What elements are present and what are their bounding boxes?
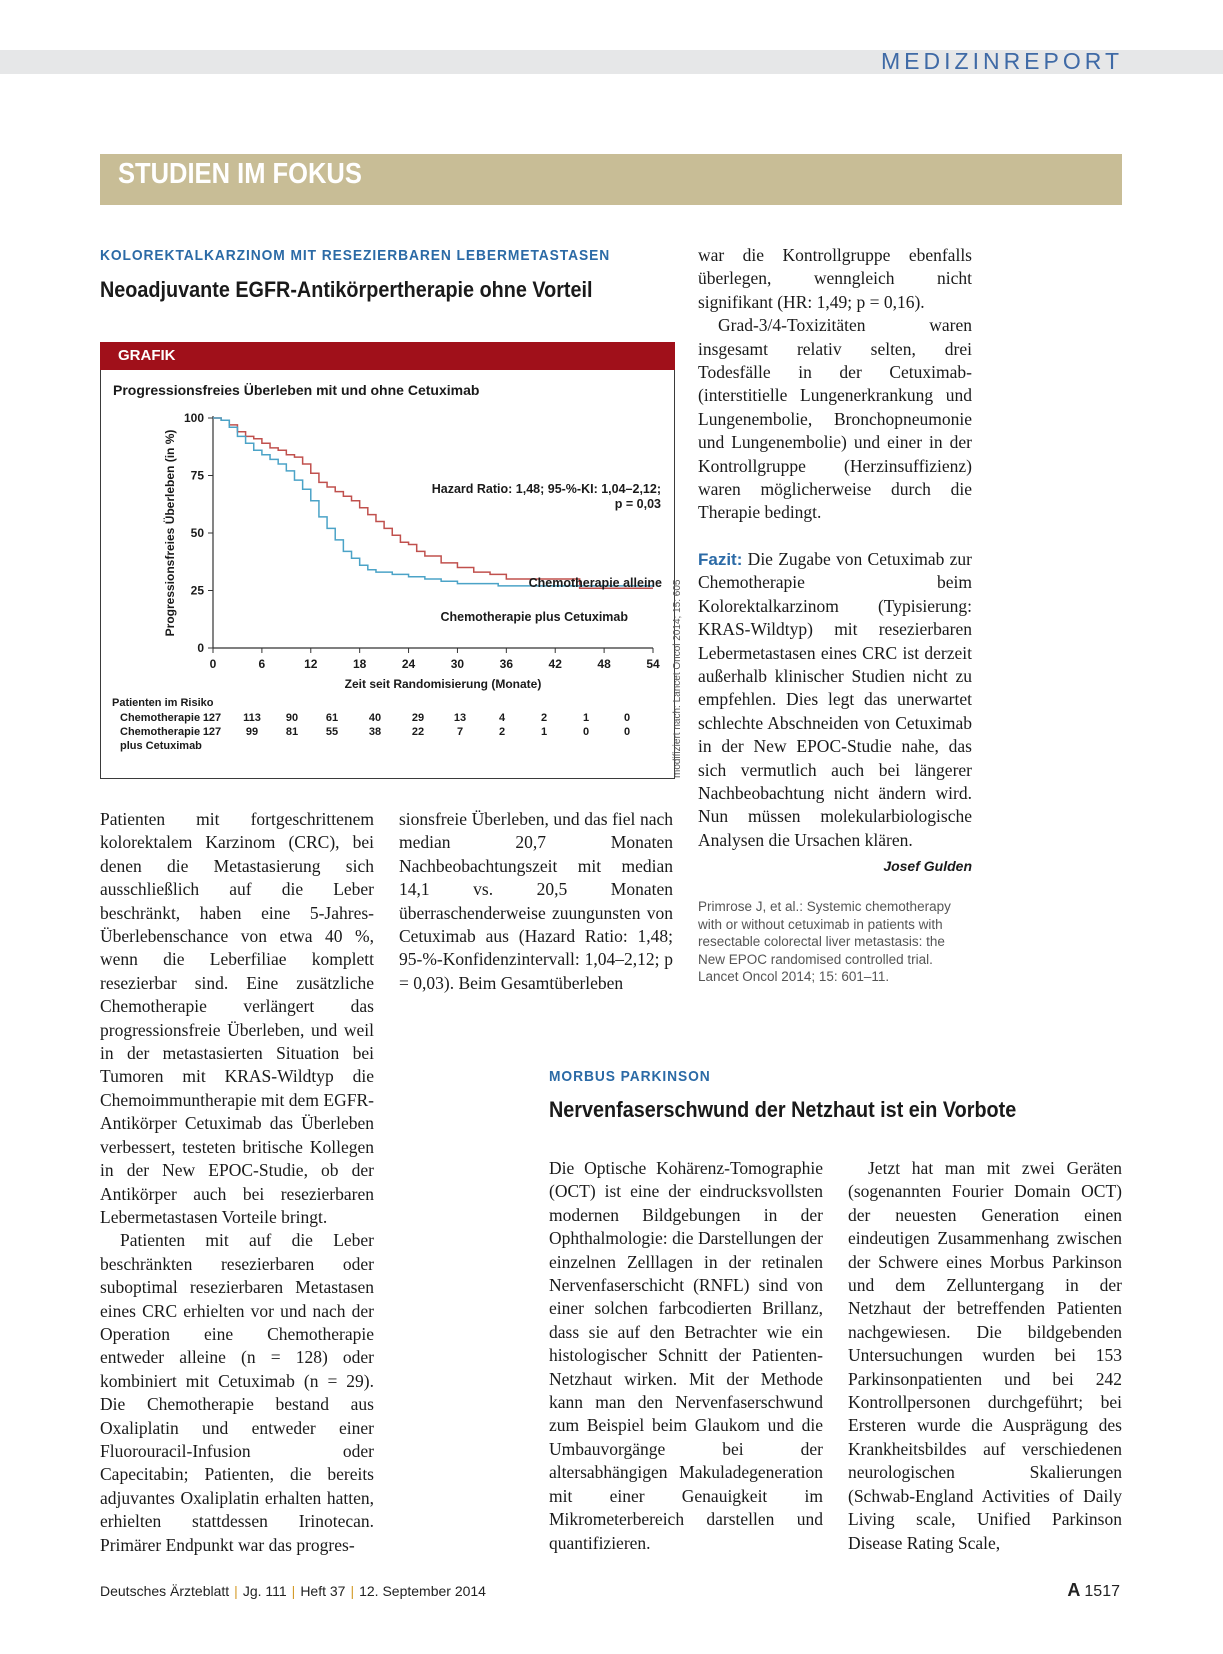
risk-value: 7 <box>456 726 464 738</box>
y-tick-label: 100 <box>183 411 204 425</box>
risk-value: 0 <box>623 712 631 724</box>
risk-table-title: Patienten im Risiko <box>112 697 214 709</box>
survival-chart <box>100 370 675 778</box>
risk-row-label: Chemotherapie <box>120 726 201 738</box>
fazit-label: Fazit: <box>698 549 743 569</box>
figure-header <box>100 342 675 370</box>
banner-title: STUDIEN IM FOKUS <box>118 158 362 190</box>
fazit-paragraph <box>698 548 972 875</box>
article2-paragraph: Die Optische Kohärenz-Tomographie (OCT) ist eine der eindrucksvollsten modernen Bildgebungen in der Ophthalmologie: die Darstellungen der einzelnen Zelllagen in der retinalen Nervenfaserschicht (RNFL) sind von einer solchen farbcodierten Brillanz, dass sie auf den Betrachter wie ein histologischer Schnitt der Patienten-Netzhaut wirken. Mit der Methode kann man den Nervenfaserschwund zum Beispiel beim Glaukom und die Umbauvorgänge bei der altersabhängigen Makuladegeneration mit einer Genauigkeit im Mikrometerbereich darstellen und quantifizieren. <box>549 1158 823 1553</box>
risk-value: 1 <box>540 726 548 738</box>
risk-value: 0 <box>623 726 631 738</box>
risk-value: 99 <box>245 726 259 738</box>
article2-column-1 <box>549 1157 823 1555</box>
series-label-chemo: Chemotherapie alleine <box>528 575 662 590</box>
article1-paragraph: Patienten mit auf die Leber beschränkten resezierbaren oder suboptimal resezierbaren Metastasen eines CRC erhielten vor und nach der Operation eine Chemotherapie entweder alleine (n = 128) oder kombiniert mit Cetuximab (n = 29). Die Chemotherapie bestand aus Oxaliplatin und entweder einer Fluorouracil-Infusion oder Capecitabin; Patienten, die bereits adjuvantes Oxaliplatin erhalten hatten, erhielten stattdessen Irinotecan. Primärer Endpunkt war das progres- <box>100 1230 374 1555</box>
footer-page <box>1067 1580 1120 1601</box>
figure-credit: modifiziert nach: Lancet Oncol 2014; 15: 605 <box>672 579 683 778</box>
y-tick-label: 25 <box>190 583 204 598</box>
x-tick-label: 42 <box>548 657 562 671</box>
risk-value: 1 <box>582 712 590 724</box>
page-prefix: A <box>1067 1580 1081 1600</box>
x-axis-label: Zeit seit Randomisierung (Monate) <box>344 677 542 691</box>
article1-column-1 <box>100 808 374 1557</box>
y-tick-label: 0 <box>197 641 204 655</box>
section-label: MEDIZINREPORT <box>881 48 1123 74</box>
risk-value: 113 <box>243 712 261 724</box>
figure-label: GRAFIK <box>118 347 176 364</box>
article1-title: Neoadjuvante EGFR-Antikörpertherapie ohne Vorteil <box>100 277 593 302</box>
article2-paragraph: Jetzt hat man mit zwei Geräten (sogenannten Fourier Domain OCT) der neuesten Generation einen eindeutigen Zusammenhang zwischen der Schwere eines Morbus Parkinson und dem Zelluntergang in der Netzhaut der betreffenden Patienten nachgewiesen. Die bildgebenden Untersuchungen wurden bei 153 Parkinsonpatienten und bei 242 Kontrollpersonen durchgeführt; bei Ersteren wurde die Ausprägung des Krankheitsbildes auf verschiedenen neurologischen Skalierungen (Schwab-England Activities of Daily Living scale, Unified Parkinson Disease Rating Scale, <box>848 1158 1122 1553</box>
risk-row-label: plus Cetuximab <box>120 740 202 752</box>
risk-value: 81 <box>285 726 299 738</box>
risk-value: 90 <box>285 712 299 724</box>
x-tick-label: 24 <box>401 657 416 671</box>
risk-value: 40 <box>368 712 382 724</box>
article1-column-3 <box>698 244 972 879</box>
footer-issue: Heft 37 <box>300 1583 346 1599</box>
risk-value: 127 <box>202 726 222 738</box>
series-line-chemo <box>213 418 653 588</box>
article1-paragraph: sionsfreie Überleben, und das fiel nach median 20,7 Monaten Nachbeobachtungszeit mit median 14,1 vs. 20,5 Monaten überraschenderweise zuungunsten von Cetuximab aus (Hazard Ratio: 1,48; 95-%-Konfidenzintervall: 1,04–2,12; p = 0,03). Beim Gesamtüberleben <box>399 809 673 993</box>
risk-value: 4 <box>498 712 506 724</box>
x-tick-label: 48 <box>597 657 611 671</box>
page-number: 1517 <box>1084 1583 1120 1600</box>
risk-value: 29 <box>411 712 425 724</box>
x-tick-label: 30 <box>450 657 465 671</box>
x-tick-label: 36 <box>499 657 514 671</box>
x-tick-label: 12 <box>304 657 318 671</box>
footer-volume: Jg. 111 <box>242 1583 287 1599</box>
risk-value: 2 <box>498 726 506 738</box>
series-label-cetuximab: Chemotherapie plus Cetuximab <box>440 610 628 625</box>
author: Josef Gulden <box>883 858 972 875</box>
series-line-cetuximab <box>213 418 653 586</box>
article2-title: Nervenfaserschwund der Netzhaut ist ein Vorbote <box>549 1097 1017 1122</box>
article1-paragraph: Patienten mit fortgeschrittenem kolorektalem Karzinom (CRC), bei denen die Metastasierung sich ausschließlich auf die Leber beschränkt, haben eine 5-Jahres-Überlebenschance von etwa 40 %, wenn die Leberfiliae komplett resezierbar sind. Eine zusätzliche Chemotherapie verlängert das progressionsfreie Überleben, und weil in der metastasierten Situation bei Tumoren mit KRAS-Wildtyp die Chemoimmuntherapie mit dem EGFR-Antikörper Cetuximab das Überleben verbessert, testeten britische Kollegen in der New EPOC-Studie, ob der Antikörper auch bei resezierbaren Lebermetastasen Vorteile bringt. <box>100 809 374 1227</box>
p-value-annotation: p = 0,03 <box>614 497 661 511</box>
footer-journal-info: Deutsches Ärzteblatt | Jg. 111 | Heft 37 | 12. September 2014 <box>100 1583 486 1599</box>
x-tick-label: 6 <box>258 657 266 671</box>
risk-row-label: Chemotherapie <box>120 712 201 724</box>
article1-paragraph: Grad-3/4-Toxizitäten waren insgesamt relativ selten, drei Todesfälle in der Cetuximab- (interstitielle Lungenerkrankung und Lungenembolie, Bronchopneumonie und Lungenembolie) und einer in der Kontrollgruppe (Herzinsuffizienz) waren möglicherweise durch die Therapie bedingt. <box>698 315 972 523</box>
x-tick-label: 54 <box>646 657 660 671</box>
risk-value: 55 <box>325 726 339 738</box>
y-axis-label: Progressionsfreies Überleben (in %) <box>163 429 177 637</box>
risk-value: 13 <box>453 712 467 724</box>
risk-value: 22 <box>411 726 425 738</box>
risk-value: 38 <box>368 726 382 738</box>
hazard-ratio-annotation: Hazard Ratio: 1,48; 95-%-KI: 1,04–2,12; <box>431 482 661 496</box>
article1-column-2 <box>399 808 673 995</box>
reference: Primrose J, et al.: Systemic chemotherapy with or without cetuximab in patients with resectable colorectal liver metastasis: the New EPOC randomised controlled trial. Lancet Oncol 2014; 15: 601–11. <box>698 899 951 984</box>
article2-column-2 <box>848 1157 1122 1555</box>
x-tick-label: 18 <box>352 657 367 671</box>
article1-paragraph: war die Kontrollgruppe ebenfalls überlegen, wenngleich nicht signifikant (HR: 1,49; p = 0,16). <box>698 245 972 312</box>
article2-kicker: MORBUS PARKINSON <box>549 1068 711 1085</box>
risk-value: 2 <box>540 712 548 724</box>
y-tick-label: 75 <box>190 468 204 483</box>
risk-value: 61 <box>325 712 339 724</box>
x-tick-label: 0 <box>209 657 217 671</box>
footer-journal: Deutsches Ärzteblatt <box>100 1583 230 1599</box>
risk-value: 127 <box>202 712 222 724</box>
article1-kicker: KOLOREKTALKARZINOM MIT RESEZIERBAREN LEBERMETASTASEN <box>100 247 611 264</box>
fazit-text: Die Zugabe von Cetuximab zur Chemotherapie beim Kolorektalkarzinom (Typisierung: KRAS-Wildtyp) mit resezierbaren Lebermetastasen eines CRC ist derzeit außerhalb klinischer Studien nicht zu empfehlen. Dies legt das unerwartet schlechte Abschneiden von Cetuximab in der New EPOC-Studie nahe, das sich vermutlich auch bei längerer Nachbeobachtung nicht ändern wird. Nun müssen molekularbiologische Analysen die Ursachen klären. <box>698 548 972 850</box>
chart-title: Progressionsfreies Überleben mit und ohne Cetuximab <box>113 382 480 398</box>
footer-date: 12. September 2014 <box>359 1583 486 1599</box>
risk-value: 0 <box>582 726 590 738</box>
y-tick-label: 50 <box>190 526 204 540</box>
